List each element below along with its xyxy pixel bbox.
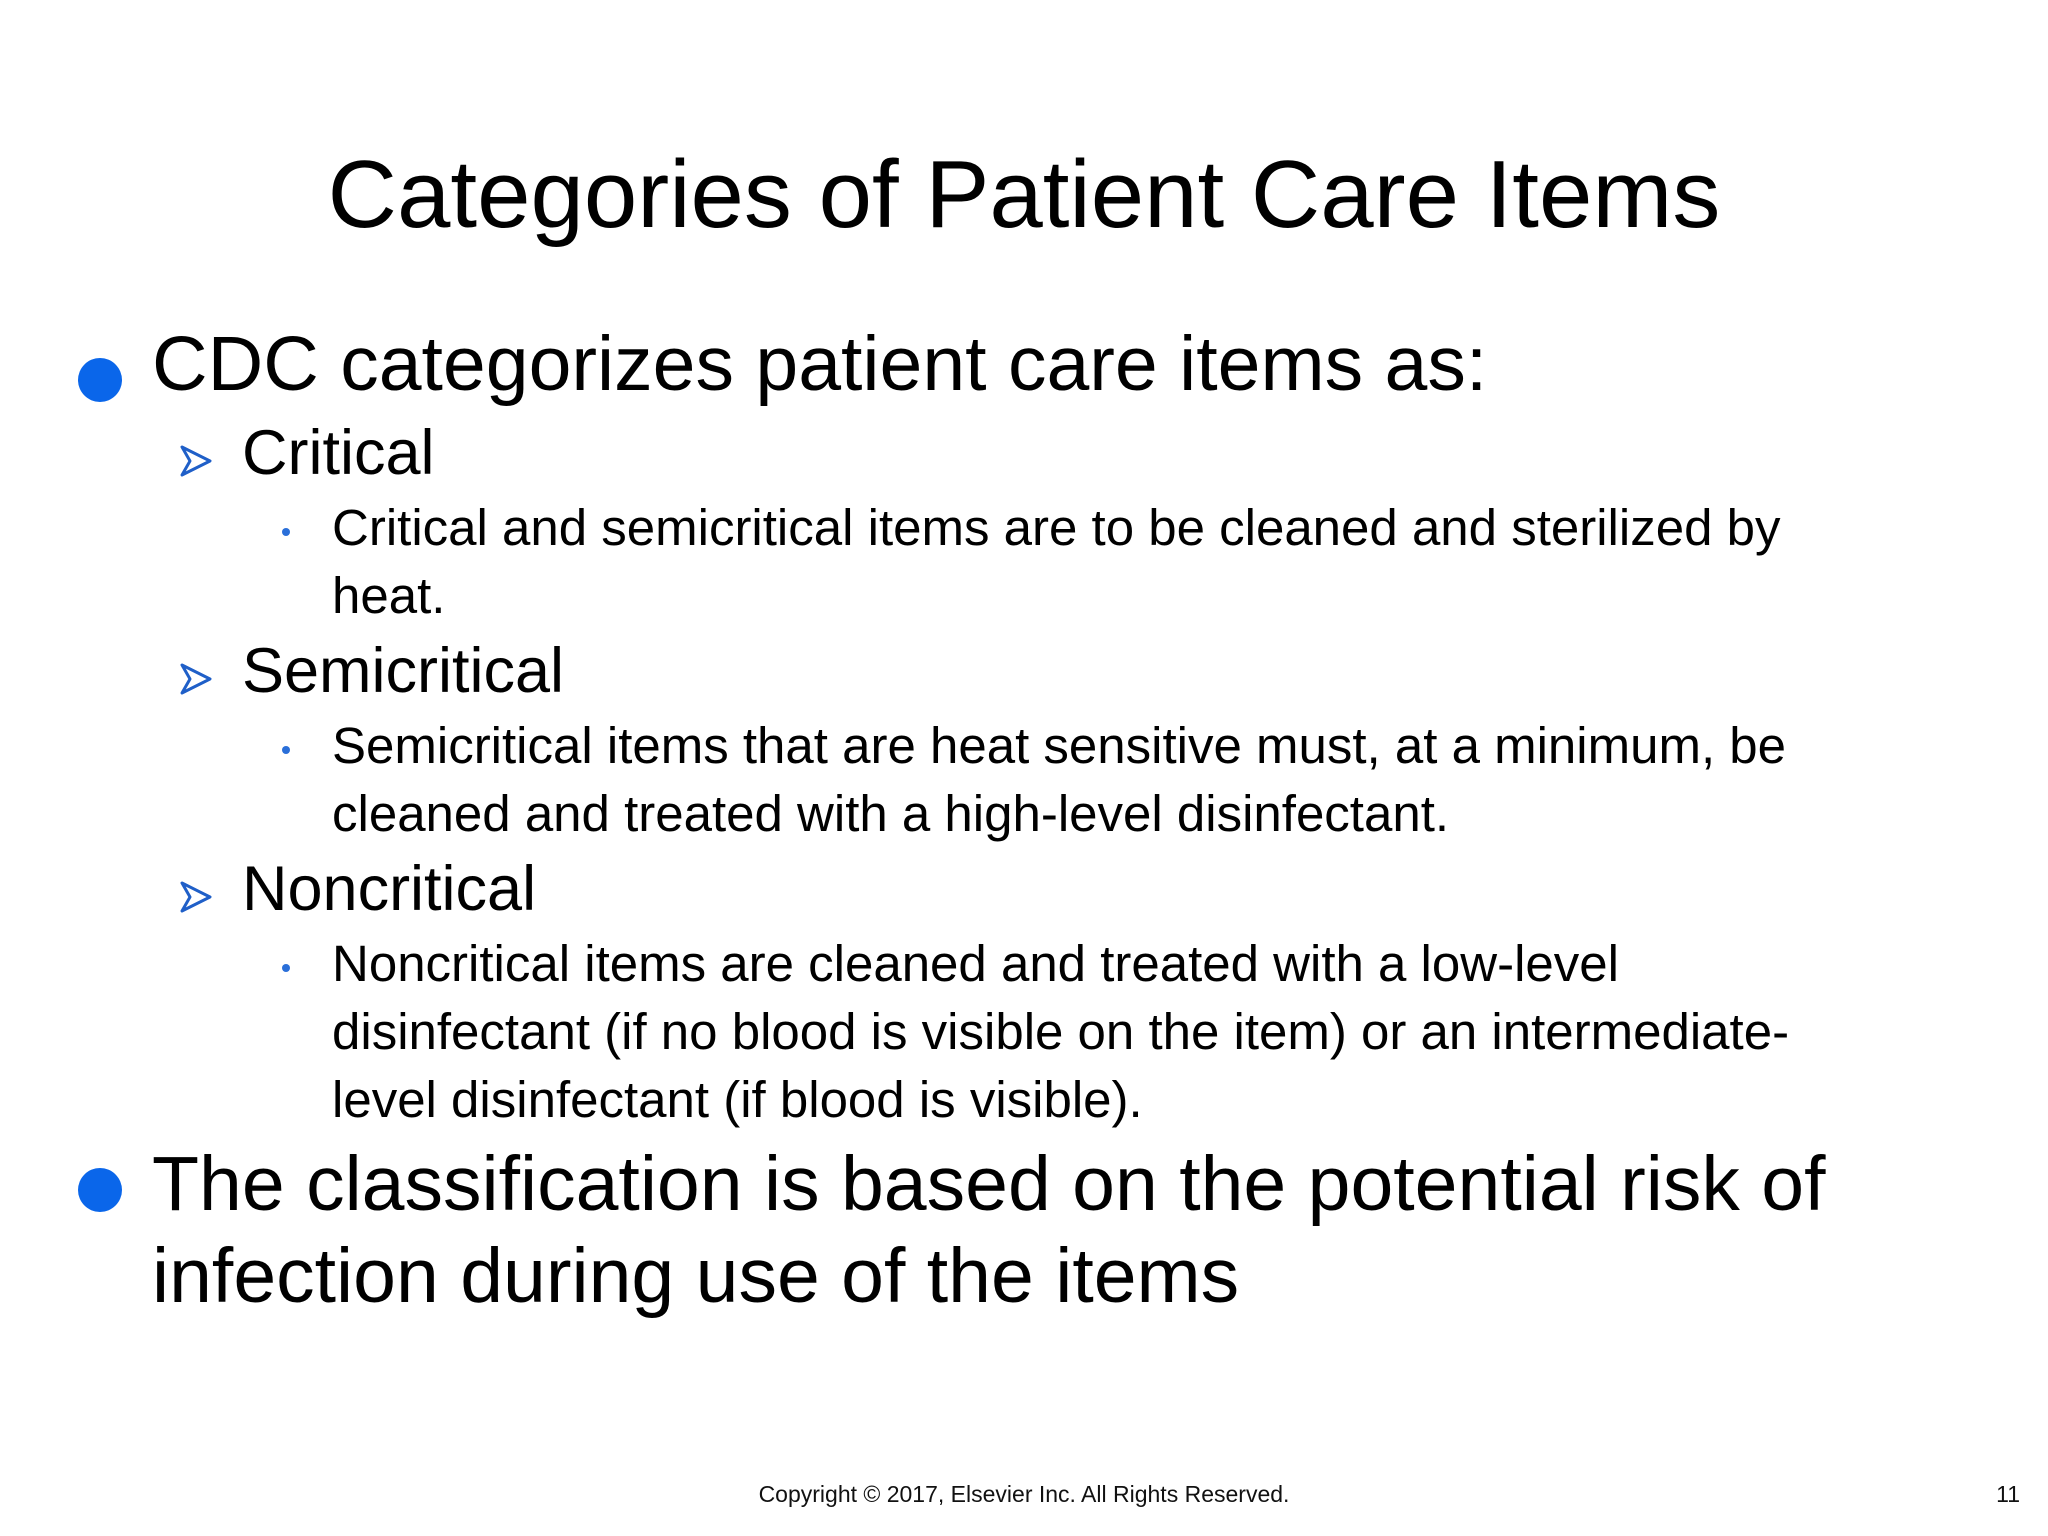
subitem-semicritical: Semicritical [242, 636, 565, 706]
semicritical-detail [332, 712, 2012, 848]
arrow-bullet-icon [178, 661, 214, 697]
arrow-bullet-icon [178, 443, 214, 479]
bullet-cdc-categorizes: CDC categorizes patient care items as: [152, 321, 1488, 407]
noncritical-detail [332, 930, 2012, 1134]
slide-title: Categories of Patient Care Items [327, 141, 1721, 248]
bullet-line: infection during use of the items [152, 1233, 1240, 1319]
subitem-noncritical: Noncritical [242, 854, 537, 924]
dot-bullet-icon [282, 964, 290, 972]
circle-bullet-icon [78, 1168, 122, 1212]
detail-line: disinfectant (if no blood is visible on the item) or an intermediate- [332, 1003, 1790, 1060]
critical-detail [332, 494, 2012, 630]
detail-line: level disinfectant (if blood is visible). [332, 1071, 1143, 1128]
detail-line: Critical and semicritical items are to be cleaned and sterilized by [332, 499, 1781, 556]
dot-bullet-icon [282, 746, 290, 754]
dot-bullet-icon [282, 528, 290, 536]
subitem-critical: Critical [242, 418, 435, 488]
detail-line: cleaned and treated with a high-level disinfectant. [332, 785, 1450, 842]
copyright-footer: Copyright © 2017, Elsevier Inc. All Rights Reserved. [758, 1481, 1290, 1507]
arrow-bullet-icon [178, 879, 214, 915]
bullet-line: The classification is based on the potential risk of [152, 1141, 1826, 1227]
bullet-classification [152, 1138, 2012, 1322]
detail-line: Noncritical items are cleaned and treated with a low-level [332, 935, 1619, 992]
detail-line: Semicritical items that are heat sensitive must, at a minimum, be [332, 717, 1787, 774]
page-number: 11 [1996, 1481, 2020, 1507]
circle-bullet-icon [78, 358, 122, 402]
detail-line: heat. [332, 567, 446, 624]
